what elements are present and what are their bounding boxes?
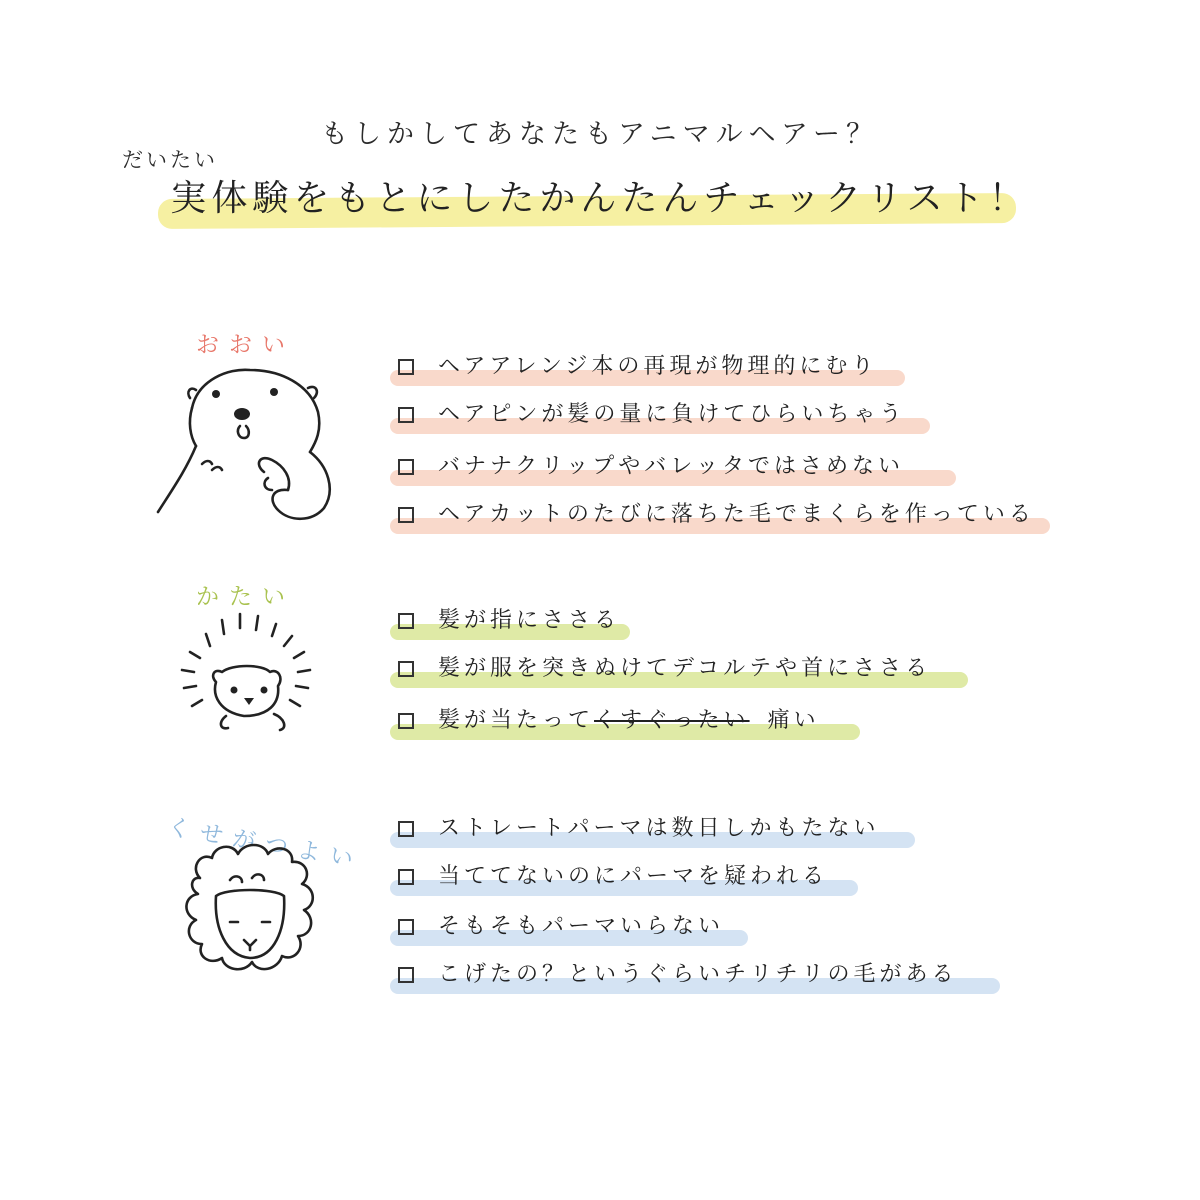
checkbox[interactable] <box>398 613 414 629</box>
checkbox[interactable] <box>398 919 414 935</box>
checkbox[interactable] <box>398 869 414 885</box>
sea-otter-icon <box>150 360 350 530</box>
checkbox[interactable] <box>398 459 414 475</box>
category-label-katai: かたい <box>196 584 295 610</box>
item-text: バナナクリップやバレッタではさめない <box>438 454 905 479</box>
subtitle: もしかしてあなたもアニマルヘアー？ <box>320 119 880 150</box>
checkbox[interactable] <box>398 967 414 983</box>
category-label-ooi: おおい <box>196 332 295 358</box>
checkbox[interactable] <box>398 359 414 375</box>
sheep-icon <box>160 838 350 988</box>
item-text: ヘアアレンジ本の再現が物理的にむり <box>438 354 878 379</box>
item-text: 髪が服を突きぬけてデコルテや首にささる <box>438 656 932 681</box>
item-text: ヘアカットのたびに落ちた毛でまくらを作っている <box>438 502 1035 527</box>
checkbox[interactable] <box>398 507 414 523</box>
item-text: 髪が当たって <box>438 708 595 733</box>
checkbox[interactable] <box>398 407 414 423</box>
page-title: 実体験をもとにしたかんたんチェックリスト！ <box>170 178 1030 219</box>
item-text: ヘアピンが髪の量に負けてひらいちゃう <box>438 402 906 427</box>
item-text: そもそもパーマいらない <box>438 914 725 939</box>
hedgehog-icon <box>170 612 330 742</box>
item-text-struck: くすぐったい <box>594 708 750 733</box>
checkbox[interactable] <box>398 713 414 729</box>
checkbox[interactable] <box>398 821 414 837</box>
item-text-suffix: 痛い <box>767 708 820 733</box>
item-text: 当ててないのにパーマを疑われる <box>438 864 829 889</box>
item-text: こげたの？というぐらいチリチリの毛がある <box>438 962 958 987</box>
item-text: ストレートパーマは数日しかもたない <box>438 816 880 841</box>
item-text: 髪が指にささる <box>438 608 621 633</box>
annotation-daitai: だいたい <box>122 148 218 172</box>
category-label-kusegatsuyoi: くせがつよい <box>165 814 365 875</box>
checkbox[interactable] <box>398 661 414 677</box>
